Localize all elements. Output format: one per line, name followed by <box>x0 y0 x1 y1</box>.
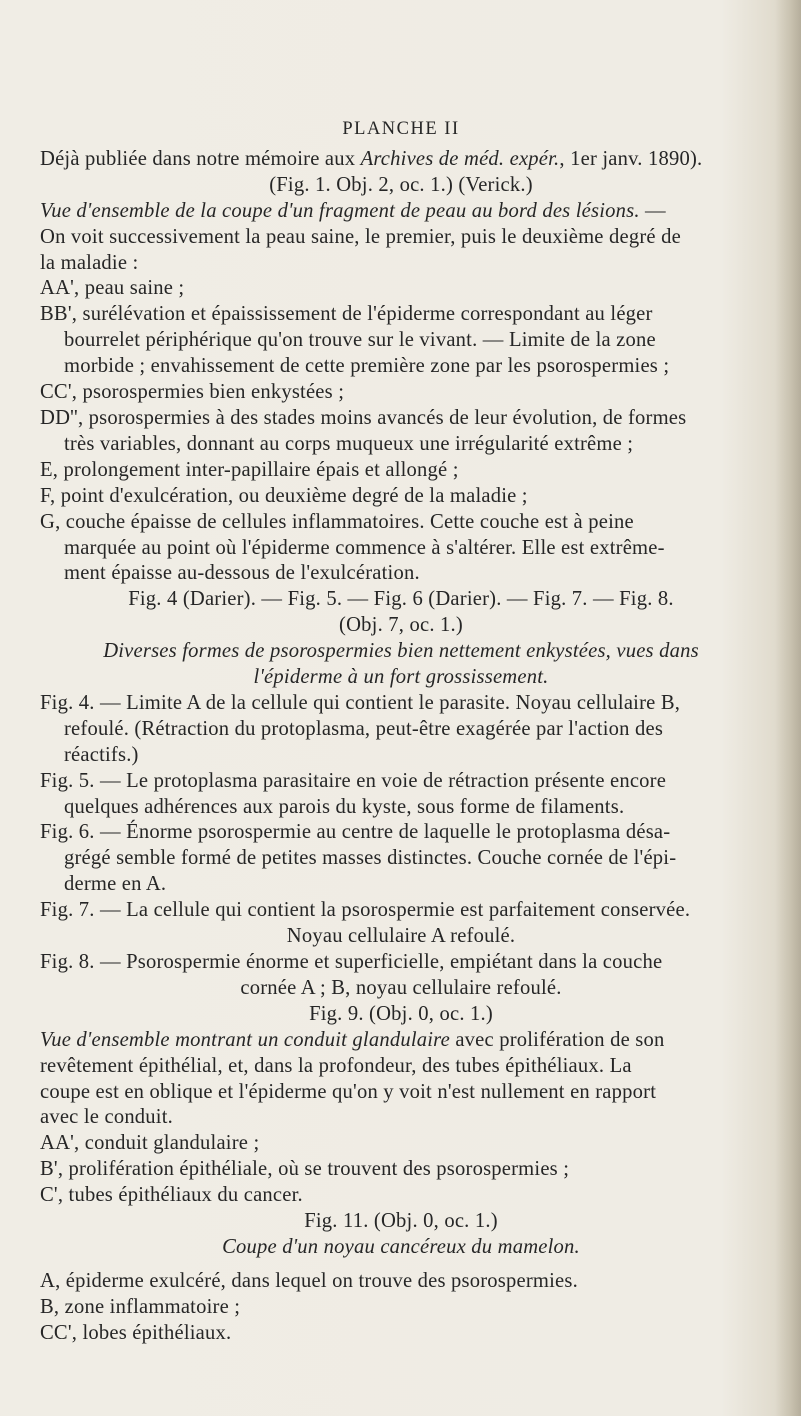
spacer <box>40 1261 762 1269</box>
text-line: revêtement épithélial, et, dans la profondeur, des tubes épithéliaux. La <box>40 1054 632 1077</box>
text-line: ment épaisse au-dessous de l'exulcération. <box>64 562 420 585</box>
text-line: marquée au point où l'épiderme commence à s'altérer. Elle est extrême- <box>64 536 665 559</box>
text-line: quelques adhérences aux parois du kyste, sous forme de filaments. <box>64 795 625 818</box>
fig1-title: Vue d'ensemble de la coupe d'un fragment de peau au bord des lésions. — <box>40 199 666 222</box>
text-line: E, prolongement inter-papillaire épais et allongé ; <box>40 458 459 481</box>
plate-legend-text <box>40 117 762 1347</box>
fig4-8-heading: Fig. 4 (Darier). — Fig. 5. — Fig. 6 (Darier). — Fig. 7. — Fig. 8. <box>128 588 674 611</box>
text-line: Fig. 7. — La cellule qui contient la psorospermie est parfaitement conservée. <box>40 899 691 922</box>
text-line: Fig. 6. — Énorme psorospermie au centre de laquelle le protoplasma désa- <box>40 821 671 844</box>
fig11-heading: Fig. 11. (Obj. 0, oc. 1.) <box>304 1210 498 1233</box>
text-line: refoulé. (Rétraction du protoplasma, peut-être exagérée par l'action des <box>64 717 664 740</box>
text-line: très variables, donnant au corps muqueux une irrégularité extrême ; <box>64 432 634 455</box>
text-line: DD'', psorospermies à des stades moins avancés de leur évolution, de formes <box>40 406 687 429</box>
text-line: A, épiderme exulcéré, dans lequel on trouve des psorospermies. <box>40 1269 578 1292</box>
text-line: B, zone inflammatoire ; <box>40 1295 241 1318</box>
text-line: grégé semble formé de petites masses distinctes. Couche cornée de l'épi- <box>64 847 677 870</box>
text-line: On voit successivement la peau saine, le premier, puis le deuxième degré de <box>40 225 681 248</box>
text-line: la maladie : <box>40 251 139 274</box>
page-edge-shadow <box>775 0 801 1416</box>
fig1-body <box>40 225 762 588</box>
fig4-8-title-cont: l'épiderme à un fort grossissement. <box>253 666 549 689</box>
text-line: CC', psorospermies bien enkystées ; <box>40 381 345 404</box>
fig4-8-body <box>40 691 762 1002</box>
fig9-heading: Fig. 9. (Obj. 0, oc. 1.) <box>309 1002 493 1025</box>
fig11-body <box>40 1269 762 1347</box>
text-line: AA', peau saine ; <box>40 277 185 300</box>
journal-name: Archives de méd. expér. <box>360 147 560 170</box>
text-line: B', prolifération épithéliale, où se trouvent des psorospermies ; <box>40 1158 570 1181</box>
fig9-title: Vue d'ensemble montrant un conduit glandulaire avec prolifération de son <box>40 1028 665 1051</box>
text-line: Fig. 8. — Psorospermie énorme et superficielle, empiétant dans la couche <box>40 951 663 973</box>
text-line: avec le conduit. <box>40 1106 173 1129</box>
text-line: morbide ; envahissement de cette première zone par les psorospermies ; <box>64 355 670 378</box>
text-line: Fig. 4. — Limite A de la cellule qui contient le parasite. Noyau cellulaire B, <box>40 691 681 714</box>
fig9-body <box>40 1054 762 1209</box>
page-title: PLANCHE II <box>342 119 460 139</box>
text-line: Noyau cellulaire A refoulé. <box>286 925 516 948</box>
text-line: F, point d'exulcération, ou deuxième degré de la maladie ; <box>40 484 528 507</box>
text-line: Fig. 5. — Le protoplasma parasitaire en voie de rétraction présente encore <box>40 769 667 792</box>
text-line: CC', lobes épithéliaux. <box>40 1321 232 1344</box>
fig1-heading: (Fig. 1. Obj. 2, oc. 1.) (Verick.) <box>269 173 533 196</box>
text-line: coupe est en oblique et l'épiderme qu'on y voit n'est nullement en rapport <box>40 1080 657 1103</box>
text-line: derme en A. <box>64 873 167 896</box>
text-line: G, couche épaisse de cellules inflammatoires. Cette couche est à peine <box>40 510 634 533</box>
fig4-8-title: Diverses formes de psorospermies bien nettement enkystées, vues dans <box>103 640 699 663</box>
text-line: BB', surélévation et épaississement de l'épiderme correspondant au léger <box>40 303 653 326</box>
intro-line: Déjà publiée dans notre mémoire aux Archives de méd. expér., 1er janv. 1890). <box>40 147 703 170</box>
text-line: réactifs.) <box>64 743 139 766</box>
text-line: cornée A ; B, noyau cellulaire refoulé. <box>240 976 562 999</box>
text-line: C', tubes épithéliaux du cancer. <box>40 1184 303 1207</box>
text-line: bourrelet périphérique qu'on trouve sur le vivant. — Limite de la zone <box>64 329 656 352</box>
fig4-8-subheading: (Obj. 7, oc. 1.) <box>339 614 463 637</box>
fig11-title: Coupe d'un noyau cancéreux du mamelon. <box>222 1235 580 1258</box>
text-line: AA', conduit glandulaire ; <box>40 1132 260 1155</box>
